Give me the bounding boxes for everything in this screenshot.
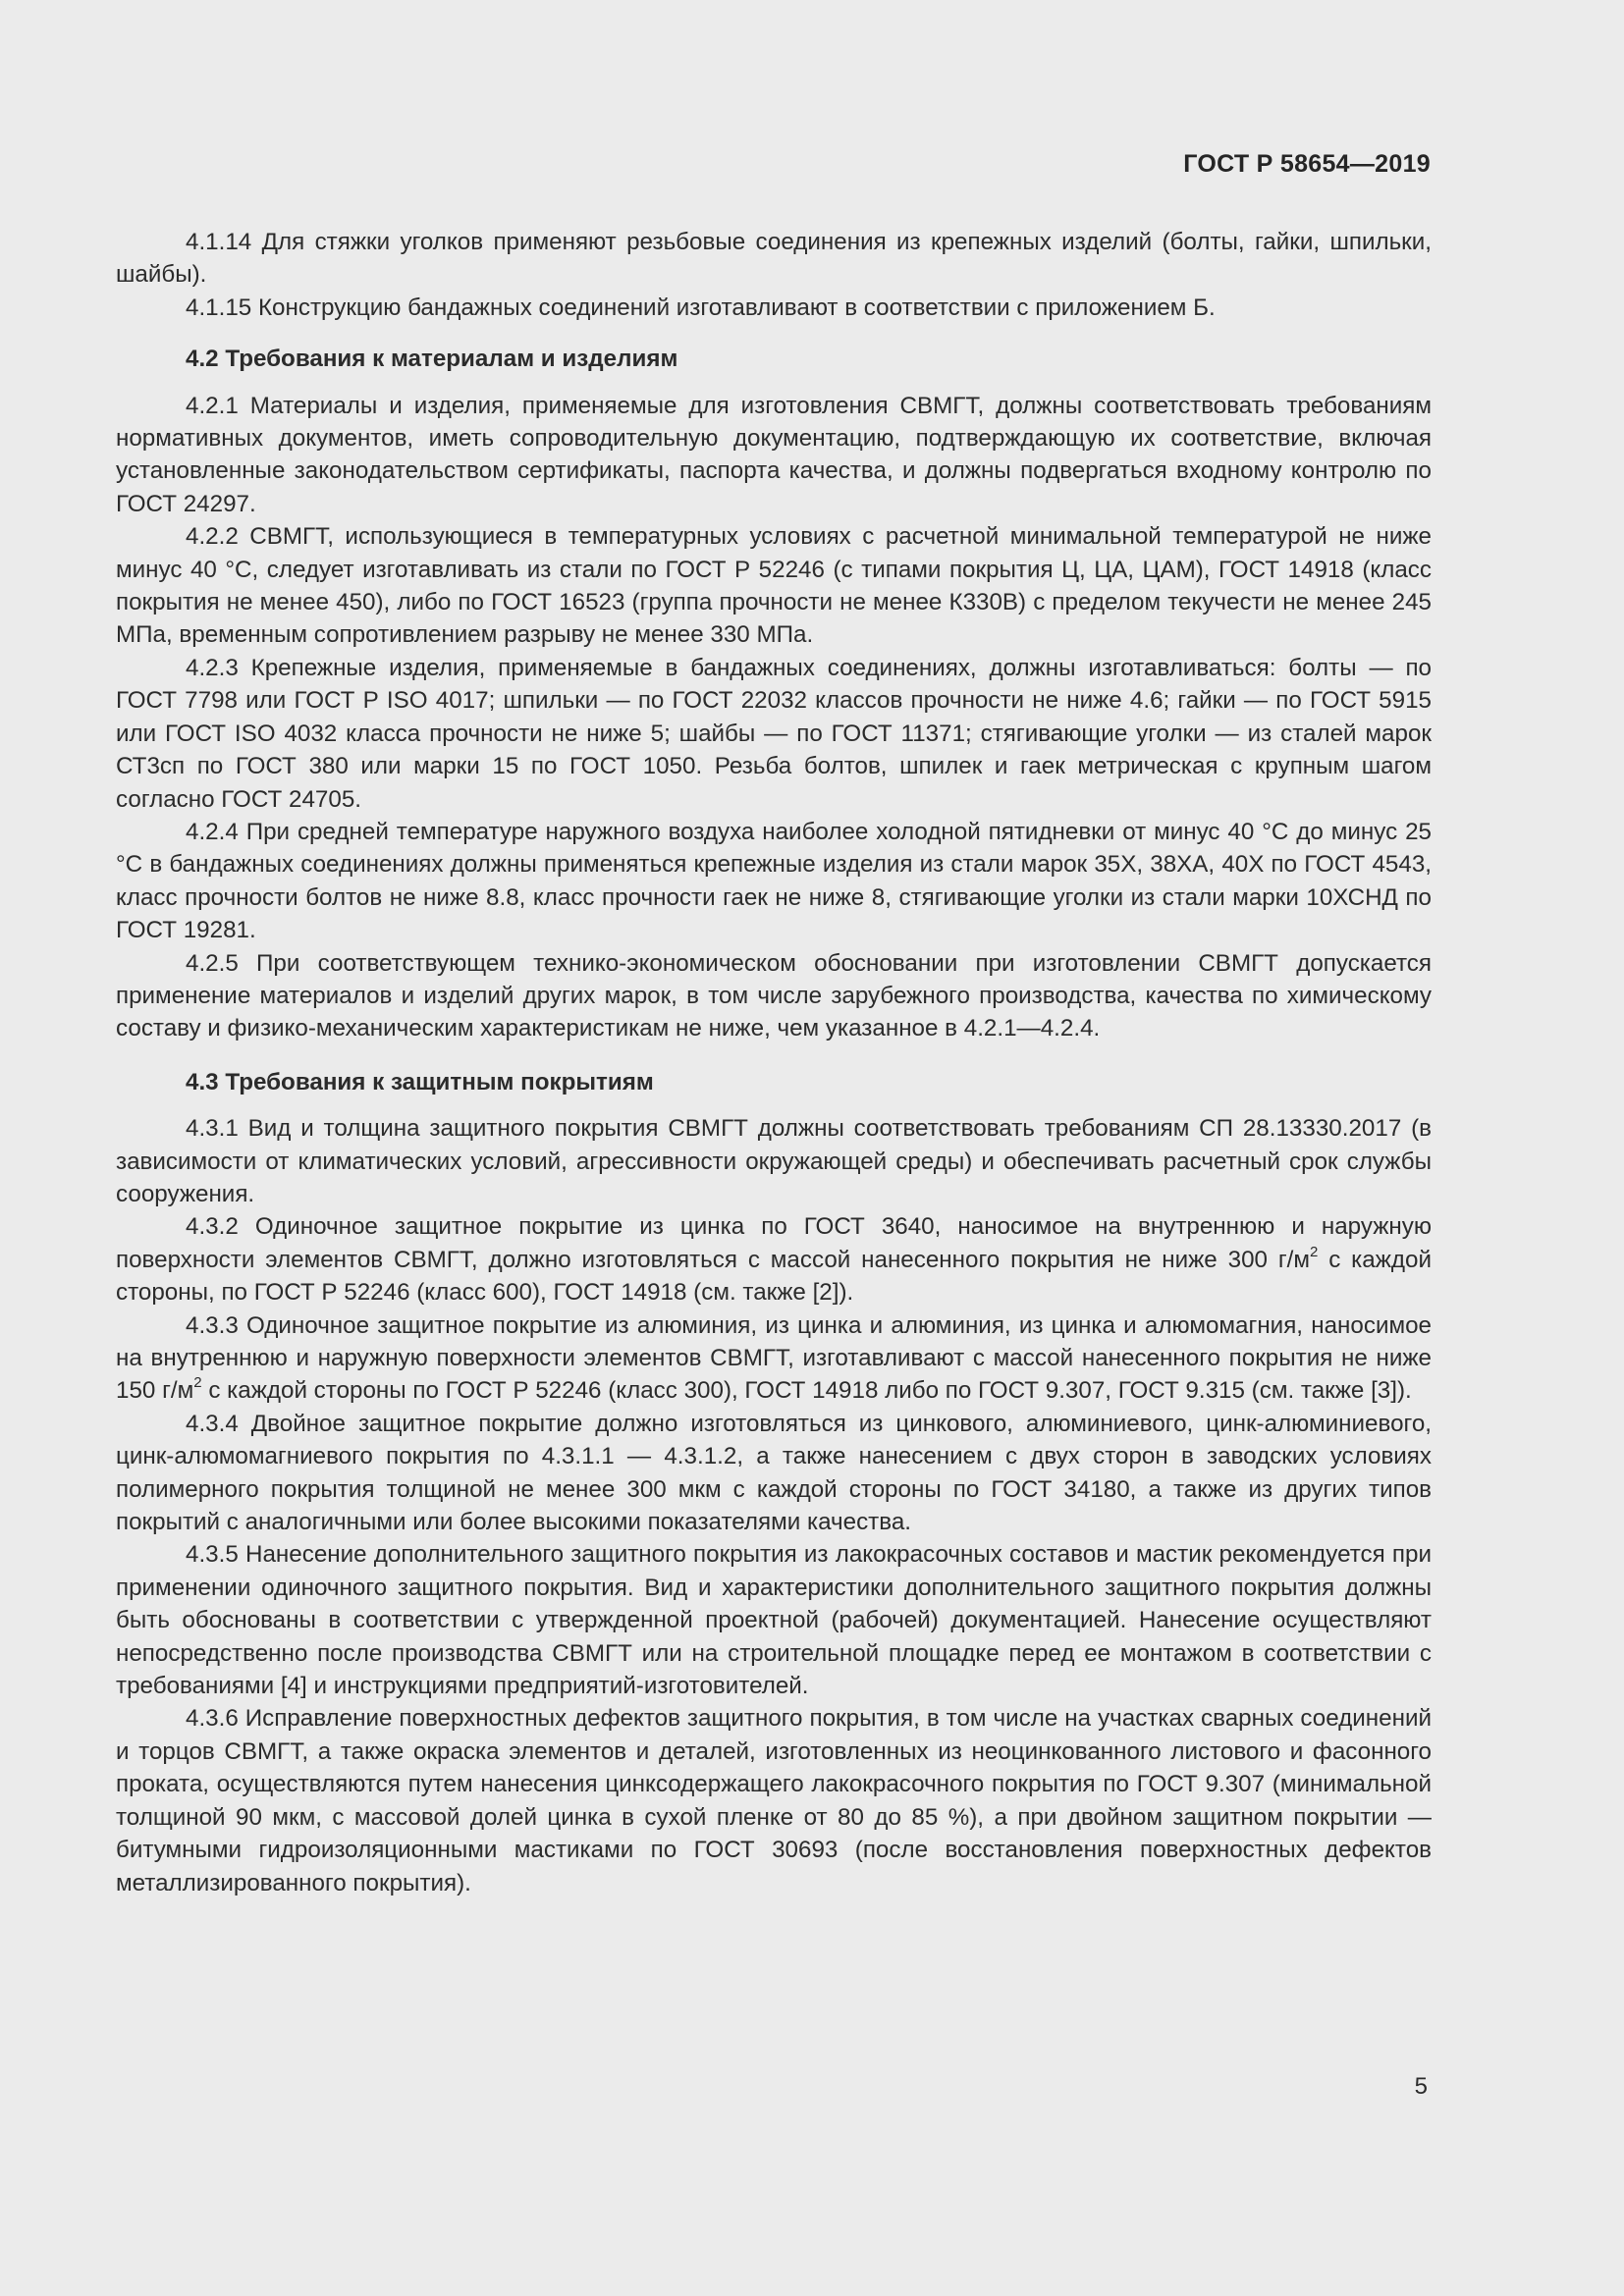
paragraph-4-2-4: 4.2.4 При средней температуре наружного воздуха наиболее холодной пятидневки от минус 40 °С до минус 25 °С в бандажных соединениях должны применяться крепежные изделия из стали марок 35Х, 38ХА, 40Х по ГОСТ 4543, класс прочности болтов не ниже 8.8, класс прочности гаек не ниже 8, стягивающие уголки из стали марки 10ХСНД по ГОСТ 19281. — [116, 818, 1432, 944]
paragraph-4-2-5: 4.2.5 При соответствующем технико-экономическом обосновании при изготовлении СВМГТ допускается применение материалов и изделий других марок, в том числе зарубежного производства, качества по химическому составу и физико-механическим характеристикам не ниже, чем указанное в 4.2.1—4.2.4. — [116, 949, 1432, 1042]
standard-code-header: ГОСТ Р 58654—2019 — [1183, 150, 1431, 178]
paragraph-4-3-5: 4.3.5 Нанесение дополнительного защитного покрытия из лакокрасочных составов и мастик рекомендуется при применении одиночного защитного покрытия. Вид и характеристики дополнительного защитного покрытия должны быть обоснованы в соответствии с утвержденной проектной (рабочей) документацией. Нанесение осуществляют непосредственно после производства СВМГТ или на строительной площадке перед ее монтажом в соответствии с требованиями [4] и инструкциями предприятий-изготовителей. — [116, 1541, 1432, 1700]
superscript-squared: 2 — [193, 1374, 202, 1392]
document-body — [116, 226, 1432, 1899]
paragraph-4-3-3-text-cont: с каждой стороны по ГОСТ Р 52246 (класс 300), ГОСТ 14918 либо по ГОСТ 9.307, ГОСТ 9.315 (см. также [3]). — [201, 1377, 1412, 1405]
page-number: 5 — [1414, 2073, 1428, 2100]
paragraph-4-3-1: 4.3.1 Вид и толщина защитного покрытия СВМГТ должны соответствовать требованиям СП 28.13330.2017 (в зависимости от климатических условий, агрессивности окружающей среды) и обеспечивать расчетный срок службы сооружения. — [116, 1115, 1432, 1207]
section-heading-4-2: 4.2 Требования к материалам и изделиям — [186, 346, 678, 373]
paragraph-4-1-14: 4.1.14 Для стяжки уголков применяют резьбовые соединения из крепежных изделий (болты, гайки, шпильки, шайбы). — [116, 229, 1432, 289]
superscript-squared: 2 — [1310, 1243, 1319, 1260]
paragraph-4-3-3 — [116, 1309, 1432, 1408]
paragraph-4-1-15: 4.1.15 Конструкцию бандажных соединений изготавливают в соответствии с приложением Б. — [186, 294, 1216, 321]
paragraph-4-3-6: 4.3.6 Исправление поверхностных дефектов защитного покрытия, в том числе на участках сварных соединений и торцов СВМГТ, а также окраска элементов и деталей, изготовленных из неоцинкованного листового и фасонного проката, осуществляются путем нанесения цинксодержащего лакокрасочного покрытия по ГОСТ 9.307 (минимальной толщиной 90 мкм, с массовой долей цинка в сухой пленке от 80 до 85 %), а при двойном защитном покрытии — битумными гидроизоляционными мастиками по ГОСТ 30693 (после восстановления поверхностных дефектов металлизированного покрытия). — [116, 1705, 1432, 1896]
paragraph-4-2-2: 4.2.2 СВМГТ, использующиеся в температурных условиях с расчетной минимальной температурой не ниже минус 40 °С, следует изготавливать из стали по ГОСТ Р 52246 (с типами покрытия Ц, ЦА, ЦАМ), ГОСТ 14918 (класс покрытия не менее 450), либо по ГОСТ 16523 (группа прочности не менее К330В) с пределом текучести не менее 245 МПа, временным сопротивлением разрыву не менее 330 МПа. — [116, 523, 1432, 649]
paragraph-4-3-2-text: 4.3.2 Одиночное защитное покрытие из цинка по ГОСТ 3640, наносимое на внутреннюю и наружную поверхности элементов СВМГТ, должно изготовляться с массой нанесенного покрытия не ниже 300 г/м — [116, 1213, 1432, 1273]
paragraph-4-3-2-text-cont: с каждой стороны, по ГОСТ Р 52246 (класс 600), ГОСТ 14918 (см. также [2]). — [116, 1246, 1432, 1307]
paragraph-4-2-1: 4.2.1 Материалы и изделия, применяемые для изготовления СВМГТ, должны соответствовать требованиям нормативных документов, иметь сопроводительную документацию, подтверждающую их соответствие, включая установленные законодательством сертификаты, паспорта качества, и должны подвергаться входному контролю по ГОСТ 24297. — [116, 392, 1432, 517]
paragraph-4-2-3: 4.2.3 Крепежные изделия, применяемые в бандажных соединениях, должны изготавливаться: болты — по ГОСТ 7798 или ГОСТ Р ISO 4017; шпильки — по ГОСТ 22032 классов прочности не ниже 4.6; гайки — по ГОСТ 5915 или ГОСТ ISO 4032 класса прочности не ниже 5; шайбы — по ГОСТ 11371; стягивающие уголки — из сталей марок СТ3сп по ГОСТ 380 или марки 15 по ГОСТ 1050. Резьба болтов, шпилек и гаек метрическая с крупным шагом согласно ГОСТ 24705. — [116, 654, 1432, 813]
paragraph-4-3-2 — [116, 1210, 1432, 1308]
section-heading-4-3: 4.3 Требования к защитным покрытиям — [186, 1068, 654, 1095]
paragraph-4-3-4: 4.3.4 Двойное защитное покрытие должно изготовляться из цинкового, алюминиевого, цинк-алюминиевого, цинк-алюмомагниевого покрытия по 4.3.1.1 — 4.3.1.2, а также нанесением с двух сторон в заводских условиях полимерного покрытия толщиной не менее 300 мкм с каждой стороны по ГОСТ 34180, а также из других типов покрытий с аналогичными или более высокими показателями качества. — [116, 1410, 1432, 1536]
paragraph-4-3-3-text: 4.3.3 Одиночное защитное покрытие из алюминия, из цинка и алюминия, из цинка и алюмомагния, наносимое на внутреннюю и наружную поверхности элементов СВМГТ, изготавливают с массой нанесенного покрытия не ниже 150 г/м — [116, 1311, 1432, 1405]
